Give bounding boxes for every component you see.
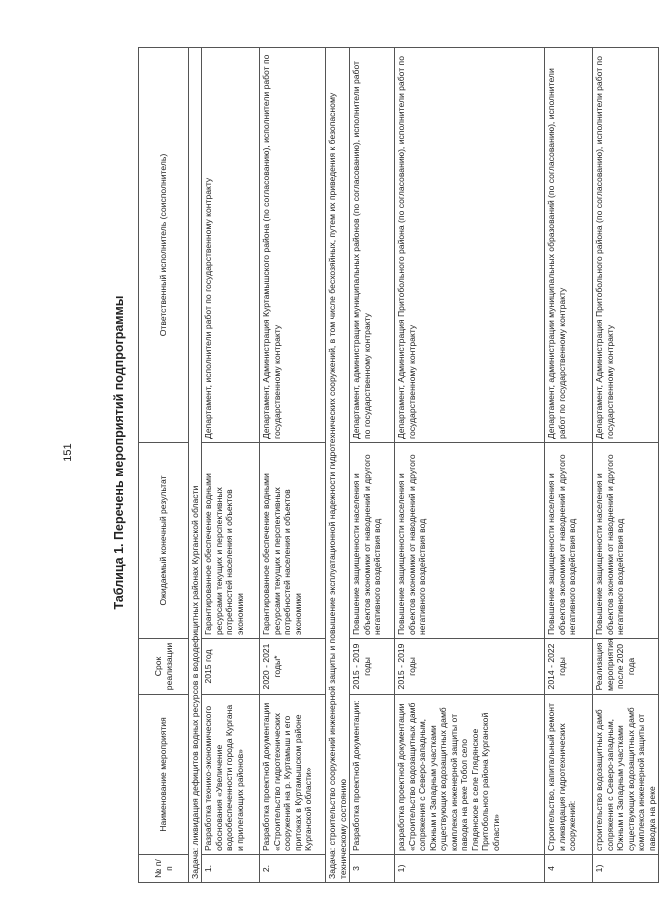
header-num: № п/п	[139, 855, 189, 883]
cell-result: Повышение защищенности населения и объектов экономики от наводнений и другого негативного воздействия вод	[593, 443, 659, 639]
cell-num: 1)	[395, 855, 545, 883]
cell-result: Повышение защищенности населения и объектов экономики от наводнений и другого негативного воздействия вод	[350, 443, 395, 639]
cell-term: 2015 - 2019 годы	[395, 639, 545, 695]
cell-executor: Департамент, Администрация Куртамышского района (по согласованию), исполнители работ по государственному контракту	[260, 48, 326, 443]
cell-name: Строительство, капитальный ремонт и ликвидация гидротехнических сооружений:	[545, 695, 593, 855]
header-name: Наименование мероприятия	[139, 695, 189, 855]
cell-executor: Департамент, исполнители работ по государственному контракту	[202, 48, 260, 443]
task-row	[326, 48, 350, 883]
cell-result: Гарантированное обеспечение водными ресурсами текущих и перспективных потребностей населения и объектов экономики	[260, 443, 326, 639]
header-executor: Ответственный исполнитель (соисполнитель)	[139, 48, 189, 443]
measures-table	[138, 47, 659, 883]
header-result: Ожидаемый конечный результат	[139, 443, 189, 639]
cell-result: Повышение защищенности населения и объектов экономики от наводнений и другого негативного воздействия вод	[545, 443, 593, 639]
cell-num: 1)	[593, 855, 659, 883]
cell-term: Реализация мероприятия после 2020 года	[593, 639, 659, 695]
cell-executor: Департамент, Администрация Притобольного района (по согласованию), исполнители работ по государственному контракту	[593, 48, 659, 443]
header-term: Срок реализации	[139, 639, 189, 695]
cell-term: 2015 год	[202, 639, 260, 695]
table-row	[545, 48, 593, 883]
cell-executor: Департамент, администрации муниципальных образований (по согласованию), исполнители работ по государственному контракту	[545, 48, 593, 443]
task-row	[189, 48, 202, 883]
cell-result: Гарантированное обеспечение водными ресурсами текущих и перспективных потребностей населения и объектов экономики	[202, 443, 260, 639]
task-1-text: Задача: ликвидация дефицитов водных ресурсов в вододефицитных районах Курганской области	[189, 48, 202, 883]
cell-term: 2020 - 2021 годы*	[260, 639, 326, 695]
table-row	[395, 48, 545, 883]
task-2-text: Задача: строительство сооружений инженерной защиты и повышение эксплуатационной надежности гидротехнических сооружений, в том числе бесхозяйных, путем их приведения к безопасному техническому состоянию	[326, 48, 350, 883]
cell-term: 2014 - 2022 годы	[545, 639, 593, 695]
table-row	[593, 48, 659, 883]
cell-executor: Департамент, Администрация Притобольного района (по согласованию), исполнители работ по государственному контракту	[395, 48, 545, 443]
cell-name: Разработка проектной документации «Строительство гидротехнических сооружений на р. Куртамыш и его притоках в Куртамышском районе Курганской области»	[260, 695, 326, 855]
table-row	[202, 48, 260, 883]
cell-name: строительство водозащитных дамб сопряжения с Северо-западным, Южным и Западным участками существующих водозащитных дамб комплекса инженерной защиты от паводка на реке	[593, 695, 659, 855]
cell-name: Разработка проектной документации:	[350, 695, 395, 855]
page-number: 151	[62, 443, 74, 462]
cell-num: 2.	[260, 855, 326, 883]
table-title: Таблица 1. Перечень мероприятий подпрограммы	[112, 295, 126, 610]
table-row	[260, 48, 326, 883]
cell-term: 2015 - 2019 годы	[350, 639, 395, 695]
cell-num: 4	[545, 855, 593, 883]
cell-num: 3	[350, 855, 395, 883]
cell-name: Разработка технико-экономического обоснования «Увеличение водообеспеченности города Кургана и прилегающих районов»	[202, 695, 260, 855]
cell-executor: Департамент, администрации муниципальных районов (по согласованию), исполнители работ по государственному контракту	[350, 48, 395, 443]
cell-result: Повышение защищенности населения и объектов экономики от наводнений и другого негативного воздействия вод	[395, 443, 545, 639]
table-header-row	[139, 48, 189, 883]
cell-num: 1.	[202, 855, 260, 883]
table-row	[350, 48, 395, 883]
cell-name: разработка проектной документации «Строительство водозащитных дамб сопряжения с Северо-западным, Южным и Западным участками существующих водозащитных дамб комплекса инженерной защиты от паводка на реке Тобол село Глядянское в селе Глядянское Притобольного района Курганской области»	[395, 695, 545, 855]
